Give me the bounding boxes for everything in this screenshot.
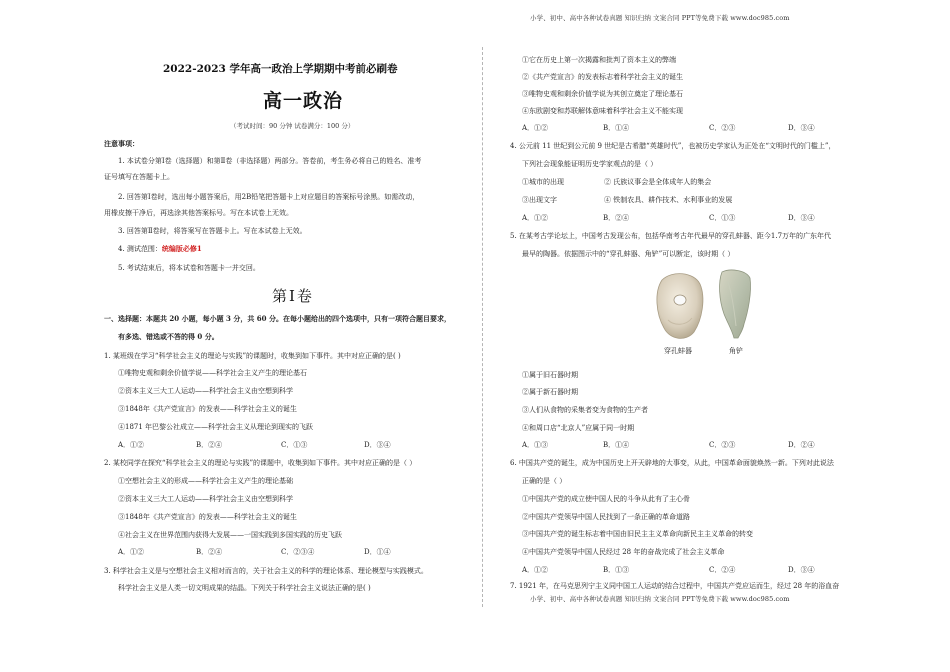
q5-stem-1: 5. 在某考古学论坛上，中国考古发现公布，包括华南考古年代最早的穿孔蚌器、距今1.7万年的广东年代 xyxy=(510,232,832,240)
volume-heading: 第Ⅰ卷 xyxy=(272,287,314,305)
caption-perforated-shell: 穿孔蚌器 xyxy=(664,347,692,355)
q5-stem-2: 最早的陶器。依据图示中的“穿孔蚌器、角铲”可以断定，该时期（ ） xyxy=(522,250,735,258)
notice-2b: 用橡皮擦干净后，再选涂其他答案标号。写在本试卷上无效。 xyxy=(104,209,293,217)
antler-shovel-image xyxy=(716,268,754,340)
q4-item-1: ①城市的出现 xyxy=(522,178,564,186)
q5-item: ④和周口店“北京人”应属于同一时期 xyxy=(522,424,635,432)
q3-option-a: A．①② xyxy=(522,124,549,132)
q1-item: ④1871 年巴黎公社成立——科学社会主义从理论到现实的飞跃 xyxy=(118,423,314,431)
q6-stem-2: 正确的是（ ） xyxy=(522,477,567,485)
q2-item: ②资本主义三大工人运动——科学社会主义由空想到科学 xyxy=(118,495,293,503)
q4-option-b: B．②④ xyxy=(603,214,630,222)
bottom-banner: 小学、初中、高中各种试卷真题 知识归纳 文案合同 PPT等免费下载 www.doc985.com xyxy=(530,595,790,603)
q1-item: ①唯物史观和剩余价值学说——科学社会主义产生的理论基石 xyxy=(118,369,307,377)
q1-option-c: C．①③ xyxy=(281,441,308,449)
q2-option-b: B．②④ xyxy=(196,548,223,556)
notice-heading: 注意事项： xyxy=(104,139,139,148)
section-heading-2: 有多选、错选或不答的得 0 分。 xyxy=(118,332,219,341)
exam-title: 2022-2023 学年高一政治上学期期中考前必刷卷 xyxy=(163,63,398,75)
q2-option-c: C．②③④ xyxy=(281,548,315,556)
q6-option-d: D．③④ xyxy=(788,566,815,574)
q1-option-a: A．①② xyxy=(118,441,145,449)
q3-item: ②《共产党宣言》的发表标志着科学社会主义的诞生 xyxy=(522,73,683,81)
q6-option-a: A．①② xyxy=(522,566,549,574)
q4-option-d: D．③④ xyxy=(788,214,815,222)
q2-option-d: D．①④ xyxy=(364,548,391,556)
subject-title: 高一政治 xyxy=(263,90,344,112)
q4-item-4: ④ 铁制农具、耕作技术、水利事业的发展 xyxy=(604,196,733,204)
q5-option-c: C．②③ xyxy=(709,441,736,449)
q5-option-b: B．①④ xyxy=(603,441,630,449)
q2-stem: 2. 某校同学在探究“科学社会主义的理论与实践”的课题中，收集到如下事件。其中对应正确的是（ ） xyxy=(104,459,417,467)
q7-stem-1: 7. 1921 年，在马克思列宁主义同中国工人运动的结合过程中，中国共产党应运而生，经过 28 年的浴血奋 xyxy=(510,582,840,590)
notice-4 xyxy=(118,244,202,254)
column-divider xyxy=(482,47,483,607)
q6-item: ①中国共产党的成立使中国人民的斗争从此有了主心骨 xyxy=(522,495,690,503)
exam-meta: （考试时间：90 分钟 试卷满分：100 分） xyxy=(230,122,355,130)
q5-item: ①属于旧石器时期 xyxy=(522,371,578,379)
q3-stem-1: 3. 科学社会主义是与空想社会主义相对而言的，关于社会主义的科学的理论体系、理论模型与实践模式。 xyxy=(104,567,428,575)
q3-option-c: C．②③ xyxy=(709,124,736,132)
q1-stem: 1. 某班级在学习“科学社会主义的理论与实践”的课题时，收集到如下事件。其中对应正确的是( ) xyxy=(104,352,401,360)
q2-item: ①空想社会主义的形成——科学社会主义产生的理论基础 xyxy=(118,477,293,485)
q5-option-d: D．②④ xyxy=(788,441,815,449)
q3-item: ④东欧剧变和苏联解体意味着科学社会主义不能实现 xyxy=(522,107,683,115)
q2-item: ③1848年《共产党宣言》的发表——科学社会主义的诞生 xyxy=(118,513,297,521)
q6-option-c: C．②④ xyxy=(709,566,736,574)
q1-item: ②资本主义三大工人运动——科学社会主义由空想到科学 xyxy=(118,387,293,395)
q4-option-c: C．①③ xyxy=(709,214,736,222)
notice-1a: 1. 本试卷分第Ⅰ卷（选择题）和第Ⅱ卷（非选择题）两部分。答卷前，考生务必将自己的姓名、准考 xyxy=(118,157,422,165)
q1-option-d: D．③④ xyxy=(364,441,391,449)
q3-option-d: D．③④ xyxy=(788,124,815,132)
q4-option-a: A．①② xyxy=(522,214,549,222)
q4-stem-1: 4. 公元前 11 世纪到公元前 9 世纪是古希腊“英雄时代”，也被历史学家认为正处在“文明时代的门槛上”， xyxy=(510,142,836,150)
q4-item-2: ② 氏族议事会是全体成年人的集会 xyxy=(604,178,712,186)
notice-2a: 2. 回答第Ⅰ卷时，选出每小题答案后，用2B铅笔把答题卡上对应题目的答案标号涂黑。如需改动， xyxy=(118,193,420,201)
notice-5: 5. 考试结束后，将本试卷和答题卡一并交回。 xyxy=(118,264,260,272)
q5-option-a: A．①③ xyxy=(522,441,549,449)
q4-stem-2: 下列社会现象能证明历史学家观点的是（ ） xyxy=(522,160,658,168)
section-heading-1: 一、选择题：本题共 20 小题，每小题 3 分，共 60 分。在每小题给出的四个选项中，只有一项符合题目要求， xyxy=(104,314,451,323)
notice-4-prefix: 4. 测试范围： xyxy=(118,245,162,253)
top-banner: 小学、初中、高中各种试卷真题 知识归纳 文案合同 PPT等免费下载 www.doc985.com xyxy=(530,14,790,22)
q6-option-b: B．①③ xyxy=(603,566,630,574)
q5-item: ③人们从食物的采集者变为食物的生产者 xyxy=(522,406,648,414)
q1-item: ③1848年《共产党宣言》的发表——科学社会主义的诞生 xyxy=(118,405,297,413)
q6-item: ②中国共产党领导中国人民找到了一条正确的革命道路 xyxy=(522,513,690,521)
q3-item: ③唯物史观和剩余价值学说为其创立奠定了理论基石 xyxy=(522,90,683,98)
perforated-shell-image xyxy=(654,270,706,342)
q6-item: ④中国共产党领导中国人民经过 28 年的奋战完成了社会主义革命 xyxy=(522,548,725,556)
q2-item: ④社会主义在世界范围内获得大发展——一国实践到多国实践的历史飞跃 xyxy=(118,531,342,539)
test-range: 统编版必修1 xyxy=(161,244,202,253)
q6-item: ③中国共产党的诞生标志着中国由旧民主主义革命向新民主主义革命的转变 xyxy=(522,530,753,538)
q5-item: ②属于新石器时期 xyxy=(522,388,578,396)
q3-stem-2: 科学社会主义是人类一切文明成果的结晶。下列关于科学社会主义说法正确的是( ) xyxy=(118,584,371,592)
notice-1b: 证号填写在答题卡上。 xyxy=(104,173,174,181)
notice-3: 3. 回答第Ⅱ卷时，将答案写在答题卡上。写在本试卷上无效。 xyxy=(118,227,307,235)
caption-antler-shovel: 角铲 xyxy=(729,347,743,355)
q3-item: ①它在历史上第一次揭露和批判了资本主义的弊端 xyxy=(522,56,676,64)
q3-option-b: B．①④ xyxy=(603,124,630,132)
q4-item-3: ③出现文字 xyxy=(522,196,557,204)
q6-stem-1: 6. 中国共产党的诞生，成为中国历史上开天辟地的大事变，从此，中国革命面貌焕然一新。下列对此说法 xyxy=(510,459,834,467)
q1-option-b: B．②④ xyxy=(196,441,223,449)
q2-option-a: A．①② xyxy=(118,548,145,556)
